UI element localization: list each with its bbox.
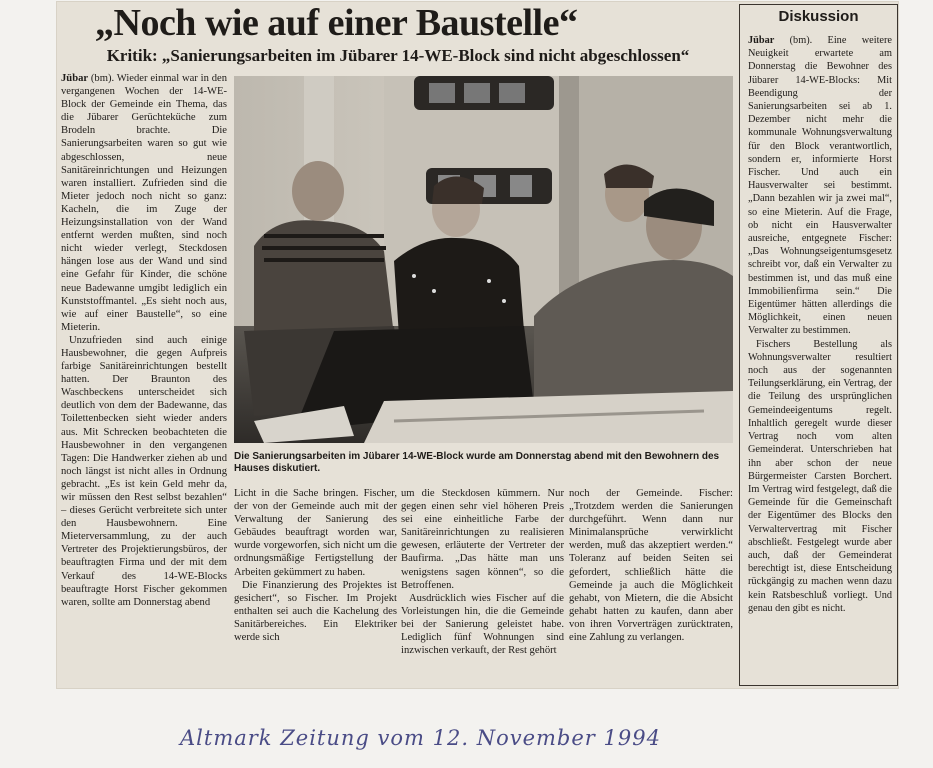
sidebar-title: Diskussion — [778, 8, 859, 25]
article-paragraph: um die Steckdosen kümmern. Nur gegen einen sehr viel höheren Preis sei eine einheitliche Farbe der Sanitäreinrichtungen zu realisieren gewesen, erläuterte der Vertreter der Baufirma. „Das hätte man uns wenigstens sagen können“, so die Betroffenen. — [401, 488, 564, 591]
article-photo — [234, 76, 733, 443]
article-paragraph: Die Finanzierung des Projektes ist gesichert“, so Fischer. Im Projekt enthalten sei auch die Kachelung des Sanitärbereiches. Ein Elektriker werde sich — [234, 579, 397, 644]
sidebar-paragraph: Jübar (bm). Eine weitere Neuigkeit erwartete am Donnerstag die Bewohner des Jübarer 14-WE-Blocks: Mit Beendigung der Sanierungsarbeiten sei ab 1. Dezember nicht mehr die kommunale Wohnungsverwaltung für den Block verantwortlich, sondern er, informierte Horst Fischer. Und auch ein Hausverwalter sei bestimmt. „Dann bezahlen wir ja zwei mal“, so eine Mieterin. Auf die Frage, ob nicht ein Hausverwalter ausreiche, entgegnete Fischer: „Das Wohnungseigentumsgesetz schreibt vor, daß ein Verwalter zu bestimmen ist, und das muß eine Immobilienfirma sein.“ Die Eigentümer hätten allerdings die Möglichkeit, einen neuen Verwalter zu bestimmen. — [748, 35, 892, 337]
article-dateline: Jübar — [61, 73, 89, 84]
article-column-2 — [234, 487, 397, 681]
article-paragraph: Licht in die Sache bringen. Fischer, der von der Gemeinde auch mit der Verwaltung der Sanierung des Gebäudes beauftragt worden war, wurde vorgeworfen, sich nicht um die ordnungsmäßige Fertigstellung der Arbeiten gekümmert zu haben. — [234, 488, 397, 578]
article-column-4 — [569, 487, 733, 681]
article-paragraph: noch der Gemeinde. Fischer: „Trotzdem werden die Sanierungen durchgeführt. Wenn dann nur Minimalansprüche verwirklicht werden, muß das akzeptiert werden.“ Toleranz auf beiden Seiten sei gefordert, schließlich hätte die Gemeinde ja auch die Möglichkeit gehabt, von Mietern, die die Absicht gehabt hatten zu kaufen, dann aber von ihren Vorverträgen zurücktraten, eine Zahlung zu verlangen. — [569, 488, 733, 644]
article-paragraph: Unzufrieden sind auch einige Hausbewohner, die gegen Aufpreis farbige Sanitäreinrichtungen bestellt hatten. Der Braunton des Waschbeckens unterscheidet sich deutlich von dem der Badewanne, das Toilettenbecken sieht wieder anders aus. Mit Schrecken beobachteten die Hausbewohner in den vergangenen Tagen: Die Handwerker ziehen ab und noch längst ist nicht alles in Ordnung gebracht. „Es ist kein Geld mehr da, wir müssen den Rest selbst bezahlen“ – dieses Gerücht verbreitete sich unter den Hausbewohnern. Eine Mieterversammlung, zu der auch Vertreter des Projektierungsbüros, der beauftragten Firma und der mit dem Verkauf des 14-WE-Blocks beauftragte Horst Fischer gekommen waren, sollte am Donnerstag abend — [61, 334, 227, 608]
article-column-3 — [401, 487, 564, 681]
sidebar-dateline: Jübar — [748, 35, 775, 46]
sidebar-column — [748, 34, 892, 682]
article-paragraph: Ausdrücklich wies Fischer auf die Vorleistungen hin, die die Gemeinde bei der Sanierung geleistet habe. Lediglich fünf Wohnungen sind inzwischen verkauft, der Rest gehört — [401, 592, 564, 657]
article-subheadline: Kritik: „Sanierungsarbeiten im Jübarer 14-WE-Block sind nicht abgeschlossen“ — [106, 46, 690, 65]
article-headline: „Noch wie auf einer Baustelle“ — [95, 2, 578, 44]
sidebar-paragraph: Fischers Bestellung als Wohnungsverwalter resultiert noch aus der sogenannten Teilungserklärung, ein Vertrag, der die Teilung des ursprünglichen Gemeindeeigentums regelt. Inhaltlich geregelt wurde dieser Vertrag noch vom alten Gemeinderat. Unterschrieben hat ihn aber schon der neue Bürgermeister Carsten Borchert. Im Vertrag wird festgelegt, daß die Gemeinde für die Gemeinschaft der Eigentümer des Blocks den Verwaltervertrag mit Fischer abschließt. Festgelegt wurde aber auch, daß der Gemeinderat berechtigt ist, diese Entscheidung rückgängig zu machen wenn dazu kein Ratsbeschluß vorliegt. Und genau den gibt es nicht. — [748, 338, 892, 614]
article-column-1 — [61, 72, 227, 682]
handwritten-source-note: Altmark Zeitung vom 12. November 1994 — [180, 726, 661, 750]
photo-caption: Die Sanierungsarbeiten im Jübarer 14-WE-Block wurde am Donnerstag abend mit den Bewohnern des Hauses diskutiert. — [234, 451, 720, 474]
article-paragraph: Jübar (bm). Wieder einmal war in den vergangenen Wochen der 14-WE-Block der Gemeinde ein Thema, das die Jübarer Gerüchteküche zum Brodeln brachte. Die Sanierungsarbeiten waren so gut wie abgeschlossen, neue Sanitäreinrichtungen und Heizungen waren installiert. Zufrieden sind die Mieter jedoch noch nicht so ganz: Kacheln, die im Zuge der Heizungsinstallation von der Wand entfernt werden mußten, sind noch nicht wieder verlegt, Steckdosen hängen lose aus der Wand und sind eine Gefahr für Kinder, die schöne neue Badewanne umgibt lediglich ein Kunststoffmantel. „Es sieht noch aus, wie auf einer Baustelle“, so eine Mieterin. — [61, 73, 227, 333]
